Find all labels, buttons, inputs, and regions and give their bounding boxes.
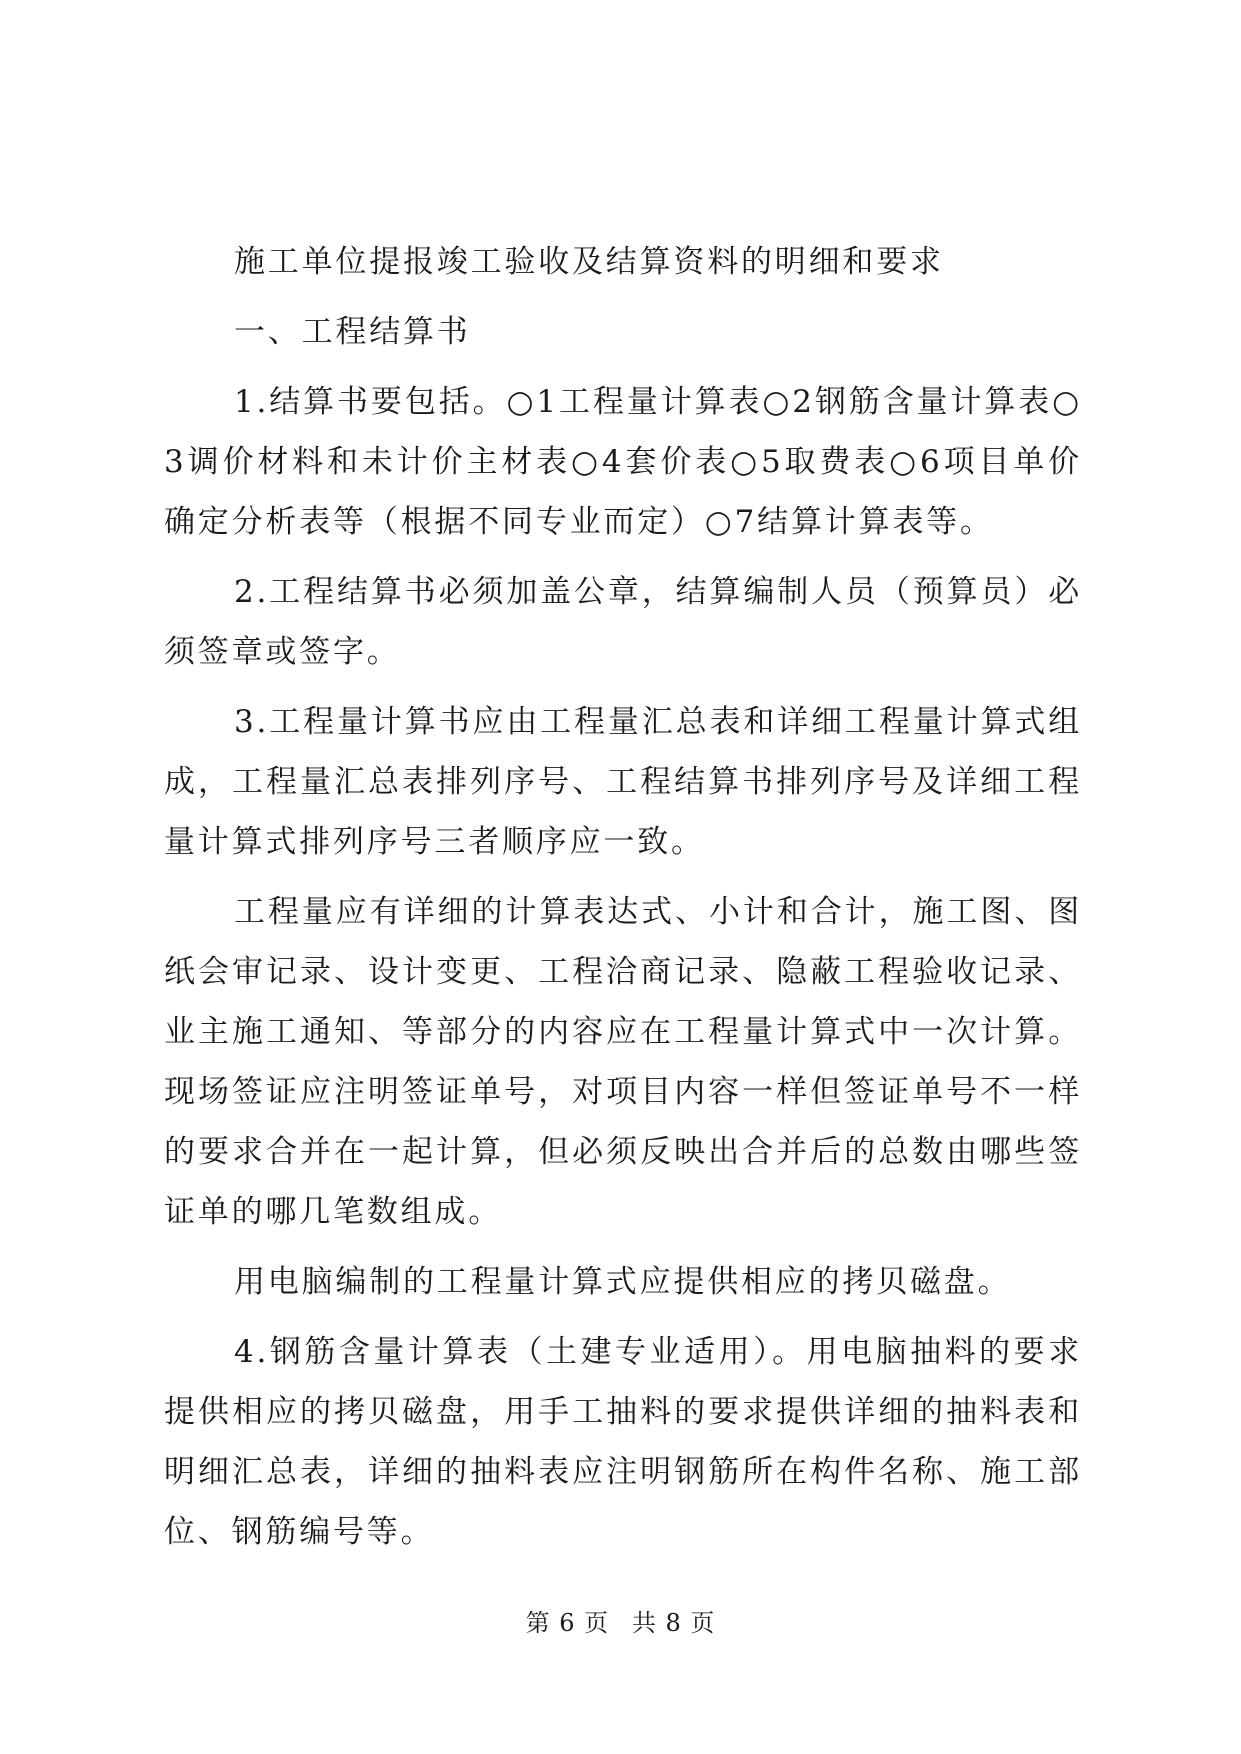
paragraph-item-4: 4.钢筋含量计算表（土建专业适用）。用电脑抽料的要求提供相应的拷贝磁盘，用手工抽料的要求提供详细的抽料表和明细汇总表，详细的抽料表应注明钢筋所在构件名称、施工部位、钢筋编号等。: [164, 1334, 1082, 1550]
paragraph-item-1: 1.结算书要包括。○1工程量计算表○2钢筋含量计算表○3调价材料和未计价主材表○4套价表○5取费表○6项目单价确定分析表等（根据不同专业而定）○7结算计算表等。: [164, 384, 1082, 540]
document-title: 施工单位提报竣工验收及结算资料的明细和要求: [234, 244, 944, 280]
page-footer: [0, 1603, 1241, 1638]
page-total: 共 8 页: [631, 1609, 716, 1637]
page-number: 第 6 页: [525, 1609, 610, 1637]
document-body: [164, 232, 1082, 1562]
paragraph-quantity-details: 工程量应有详细的计算表达式、小计和合计，施工图、图纸会审记录、设计变更、工程洽商记录、隐蔽工程验收记录、业主施工通知、等部分的内容应在工程量计算式中一次计算。现场签证应注明签证单号，对项目内容一样但签证单号不一样的要求合并在一起计算，但必须反映出合并后的总数由哪些签证单的哪几笔数组成。: [164, 894, 1082, 1230]
section-heading: 一、工程结算书: [234, 314, 471, 350]
paragraph-item-3: 3.工程量计算书应由工程量汇总表和详细工程量计算式组成，工程量汇总表排列序号、工程结算书排列序号及详细工程量计算式排列序号三者顺序应一致。: [164, 704, 1082, 860]
paragraph-computer-copy: 用电脑编制的工程量计算式应提供相应的拷贝磁盘。: [234, 1264, 1012, 1300]
paragraph-item-2: 2.工程结算书必须加盖公章，结算编制人员（预算员）必须签章或签字。: [164, 574, 1082, 670]
